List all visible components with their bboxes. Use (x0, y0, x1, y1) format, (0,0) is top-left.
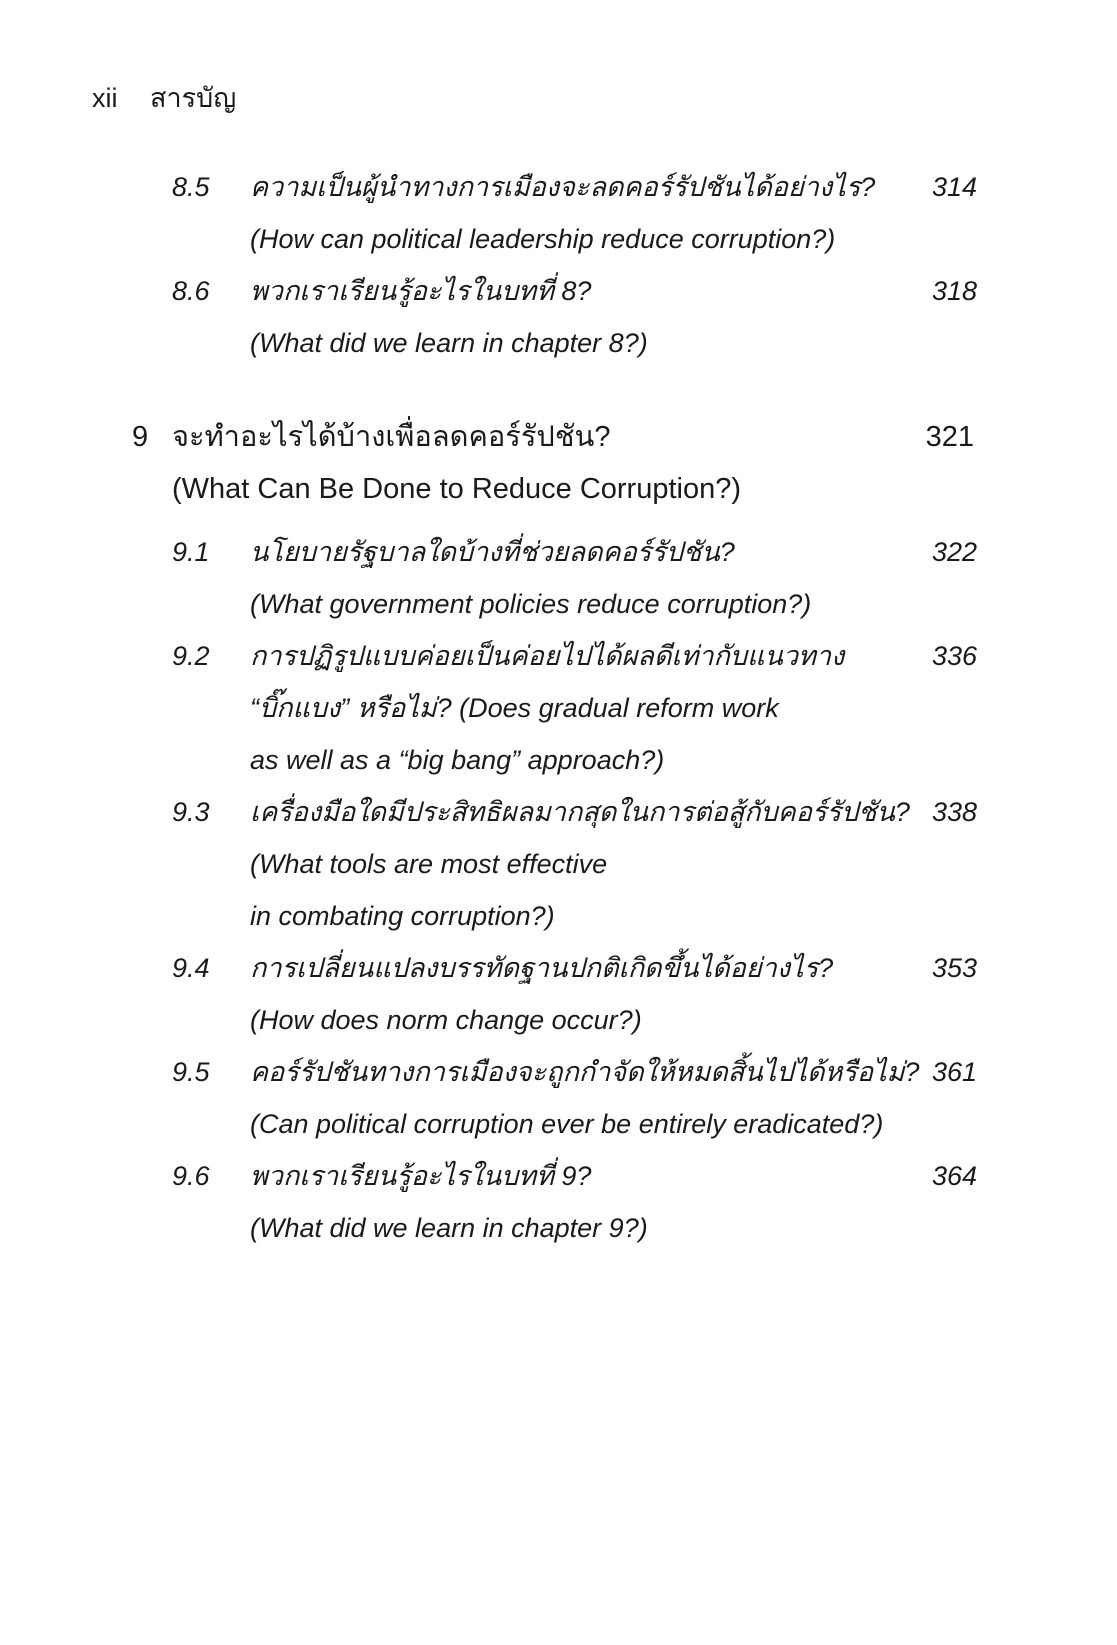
toc-entry-number: 8.6 (172, 276, 210, 306)
toc-entry-title-line: (Can political corruption ever be entirely eradicated?) (250, 1109, 884, 1139)
toc-entry-title: คอร์รัปชันทางการเมืองจะถูกกำจัดให้หมดสิ้นไปได้หรือไม่? (250, 1057, 920, 1087)
chapter-heading-row-english (0, 463, 1117, 515)
toc-entry-continuation (0, 994, 1117, 1046)
toc-entry-row[interactable] (0, 942, 1117, 994)
toc-entry-page-number: 353 (931, 953, 977, 983)
toc-entry-title-line: (What did we learn in chapter 9?) (250, 1213, 648, 1243)
toc-entry-continuation (0, 213, 1117, 265)
toc-entry-title-line: as well as a “big bang” approach?) (250, 745, 665, 775)
chapter-number: 9 (132, 421, 149, 453)
toc-entry-title-line: (How can political leadership reduce corruption?) (250, 224, 836, 254)
toc-entry-title: ความเป็นผู้นำทางการเมืองจะลดคอร์รัปชันได้อย่างไร? (250, 172, 876, 202)
toc-entry-page-number: 364 (931, 1161, 977, 1191)
toc-entry-number: 9.1 (172, 537, 210, 567)
toc-entry-row[interactable] (0, 1150, 1117, 1202)
toc-entry-row[interactable] (0, 630, 1117, 682)
chapter-title-english: (What Can Be Done to Reduce Corruption?) (172, 473, 742, 505)
toc-entry-number: 9.5 (172, 1057, 210, 1087)
chapter-page-number: 321 (925, 421, 974, 453)
page-folio: xii (92, 83, 118, 113)
toc-entry-row[interactable] (0, 1046, 1117, 1098)
toc-entry-page-number: 314 (931, 172, 977, 202)
toc-section-8 (0, 161, 1117, 369)
toc-entry-title: นโยบายรัฐบาลใดบ้างที่ช่วยลดคอร์รัปชัน? (250, 537, 735, 567)
chapter-heading-row[interactable] (0, 411, 1117, 463)
toc-entry-title: พวกเราเรียนรู้อะไรในบทที่ 9? (250, 1161, 592, 1191)
running-head (92, 78, 236, 118)
toc-entry-page-number: 336 (931, 641, 977, 671)
toc-entry-number: 9.6 (172, 1161, 210, 1191)
toc-entry-title-line: (What tools are most effective (250, 849, 608, 879)
toc-entry-page-number: 318 (931, 276, 977, 306)
toc-entry-title-line: in combating corruption?) (250, 901, 555, 931)
toc-section-9 (0, 526, 1117, 1254)
toc-entry-continuation (0, 890, 1117, 942)
toc-entry-title: การปฏิรูปแบบค่อยเป็นค่อยไปได้ผลดีเท่ากับแนวทาง (250, 641, 845, 671)
running-title: สารบัญ (150, 83, 237, 113)
toc-entry-title: พวกเราเรียนรู้อะไรในบทที่ 8? (250, 276, 592, 306)
toc-entry-title-line: (What government policies reduce corruption?) (250, 589, 812, 619)
toc-entry-continuation (0, 1098, 1117, 1150)
toc-entry-continuation (0, 1202, 1117, 1254)
toc-entry-title-line: “บิ๊กแบง” หรือไม่? (Does gradual reform work (250, 693, 779, 723)
toc-entry-continuation (0, 734, 1117, 786)
toc-entry-number: 9.2 (172, 641, 210, 671)
toc-entry-number: 9.4 (172, 953, 210, 983)
toc-entry-continuation (0, 682, 1117, 734)
toc-entry-continuation (0, 578, 1117, 630)
toc-entry-number: 9.3 (172, 797, 210, 827)
toc-entry-title: การเปลี่ยนแปลงบรรทัดฐานปกติเกิดขึ้นได้อย่างไร? (250, 953, 834, 983)
toc-entry-page-number: 338 (931, 797, 977, 827)
toc-entry-title-line: (How does norm change occur?) (250, 1005, 642, 1035)
toc-entry-number: 8.5 (172, 172, 210, 202)
toc-entry-row[interactable] (0, 526, 1117, 578)
toc-entry-page-number: 322 (931, 537, 977, 567)
toc-entry-page-number: 361 (931, 1057, 977, 1087)
toc-chapter-9 (0, 411, 1117, 515)
toc-entry-row[interactable] (0, 161, 1117, 213)
toc-entry-title: เครื่องมือใดมีประสิทธิผลมากสุดในการต่อสู้กับคอร์รัปชัน? (250, 797, 910, 827)
toc-entry-continuation (0, 838, 1117, 890)
toc-entry-row[interactable] (0, 265, 1117, 317)
toc-entry-title-line: (What did we learn in chapter 8?) (250, 328, 648, 358)
toc-entry-row[interactable] (0, 786, 1117, 838)
chapter-title-thai: จะทำอะไรได้บ้างเพื่อลดคอร์รัปชัน? (172, 421, 611, 453)
toc-entry-continuation (0, 317, 1117, 369)
